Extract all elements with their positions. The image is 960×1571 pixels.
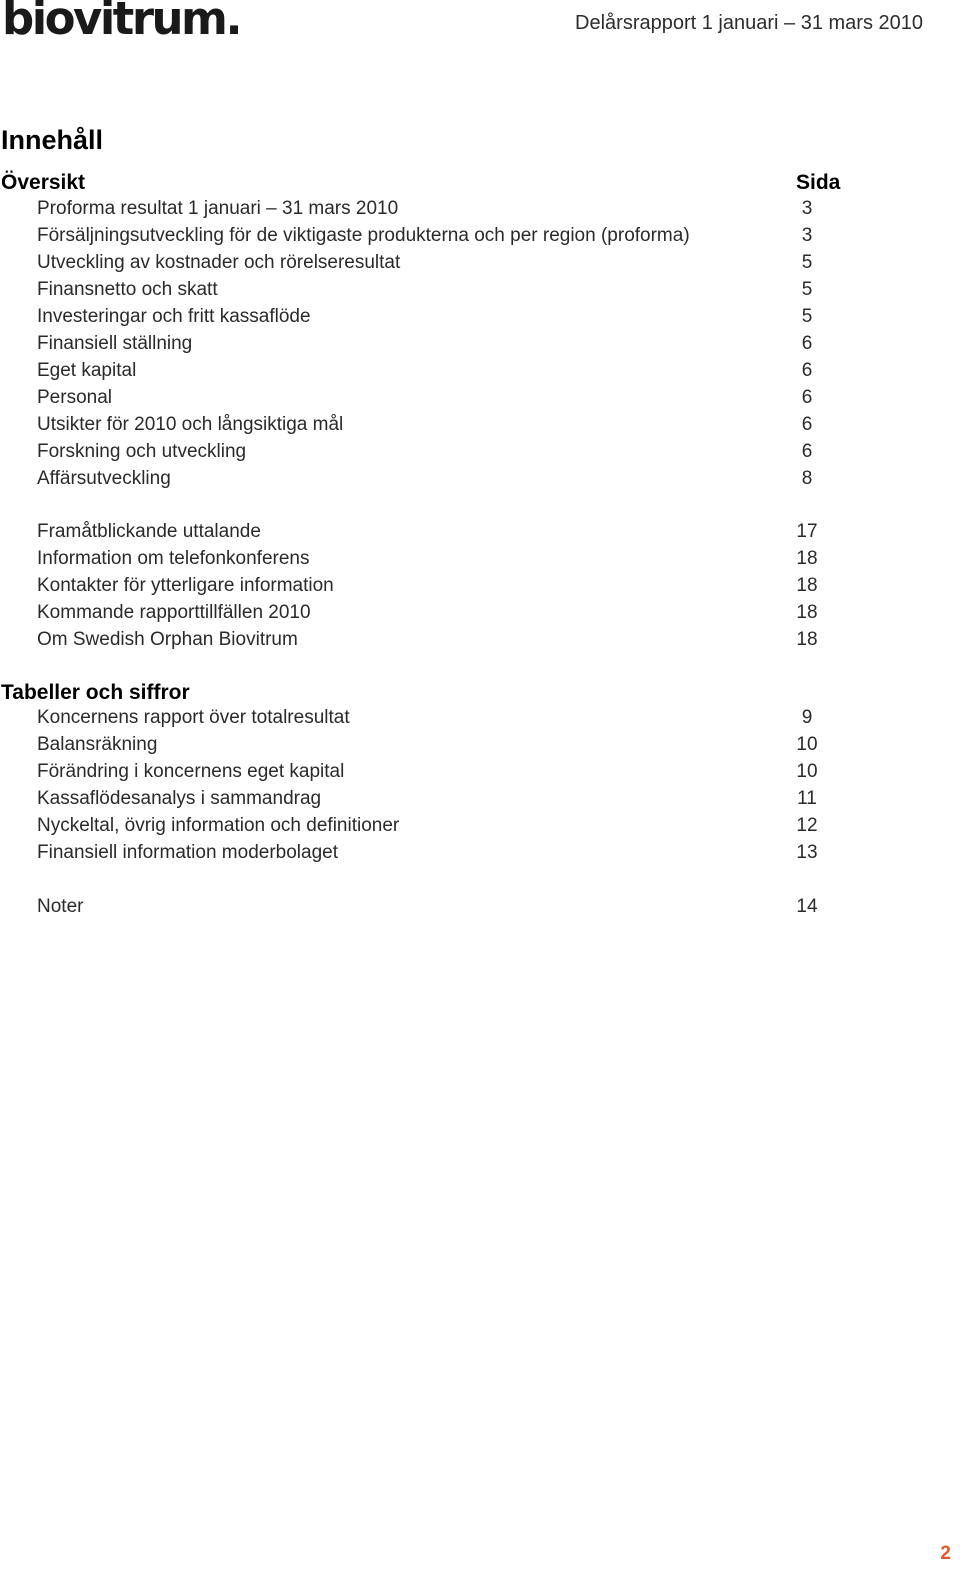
overview-heading: Översikt bbox=[1, 171, 86, 194]
biovitrum-logo: biovitrum. bbox=[2, 0, 241, 45]
toc-item-page: 10 bbox=[796, 734, 818, 755]
toc-item-page: 6 bbox=[801, 441, 813, 462]
toc-item-label: Om Swedish Orphan Biovitrum bbox=[37, 629, 298, 650]
toc-item-label: Forskning och utveckling bbox=[37, 441, 247, 462]
toc-item-label: Utsikter för 2010 och långsiktiga mål bbox=[37, 414, 344, 435]
toc-item[interactable] bbox=[37, 603, 837, 630]
toc-item-page: 13 bbox=[796, 842, 818, 863]
page-title: Innehåll bbox=[1, 125, 104, 155]
page-number: 2 bbox=[940, 1543, 951, 1564]
toc-item-notes[interactable] bbox=[37, 897, 837, 924]
toc-item-label: Kassaflödesanalys i sammandrag bbox=[37, 788, 322, 809]
toc-item-label: Finansiell ställning bbox=[37, 333, 193, 354]
toc-item[interactable] bbox=[37, 843, 837, 870]
toc-item-label: Information om telefonkonferens bbox=[37, 548, 310, 569]
toc-item-page: 6 bbox=[801, 387, 813, 408]
toc-item-page: 11 bbox=[797, 788, 817, 809]
toc-item-label: Investeringar och fritt kassaflöde bbox=[37, 306, 311, 327]
toc-item-label: Noter bbox=[37, 896, 84, 917]
toc-item[interactable] bbox=[37, 280, 837, 307]
toc-item-page: 6 bbox=[801, 414, 813, 435]
toc-item-page: 5 bbox=[801, 252, 813, 273]
toc-item[interactable] bbox=[37, 442, 837, 469]
toc-item[interactable] bbox=[37, 361, 837, 388]
report-title: Delårsrapport 1 januari – 31 mars 2010 bbox=[575, 12, 923, 34]
toc-item-page: 5 bbox=[801, 279, 813, 300]
toc-item[interactable] bbox=[37, 816, 837, 843]
toc-item-page: 6 bbox=[801, 333, 813, 354]
toc-item[interactable] bbox=[37, 708, 837, 735]
toc-item-page: 10 bbox=[796, 761, 818, 782]
toc-item[interactable] bbox=[37, 253, 837, 280]
toc-item-page: 8 bbox=[801, 468, 813, 489]
toc-item-page: 14 bbox=[796, 896, 818, 917]
toc-item-page: 17 bbox=[796, 521, 818, 542]
toc-item-label: Kontakter för ytterligare information bbox=[37, 575, 334, 596]
toc-item[interactable] bbox=[37, 522, 837, 549]
toc-item-page: 9 bbox=[801, 707, 813, 728]
toc-item[interactable] bbox=[37, 576, 837, 603]
toc-item-label: Koncernens rapport över totalresultat bbox=[37, 707, 350, 728]
page-column-heading: Sida bbox=[796, 171, 841, 194]
toc-item[interactable] bbox=[37, 630, 837, 657]
toc-item-label: Förändring i koncernens eget kapital bbox=[37, 761, 345, 782]
toc-item-page: 18 bbox=[796, 629, 818, 650]
toc-item-label: Försäljningsutveckling för de viktigaste produkterna och per region (proforma) bbox=[37, 225, 690, 246]
toc-item[interactable] bbox=[37, 469, 837, 496]
toc-item[interactable] bbox=[37, 226, 837, 253]
toc-item-label: Affärsutveckling bbox=[37, 468, 171, 489]
toc-item-label: Nyckeltal, övrig information och definitioner bbox=[37, 815, 400, 836]
tables-heading: Tabeller och siffror bbox=[1, 681, 190, 704]
toc-item-label: Kommande rapporttillfällen 2010 bbox=[37, 602, 311, 623]
toc-item[interactable] bbox=[37, 789, 837, 816]
toc-item[interactable] bbox=[37, 735, 837, 762]
toc-item[interactable] bbox=[37, 388, 837, 415]
toc-item-label: Utveckling av kostnader och rörelseresultat bbox=[37, 252, 401, 273]
toc-item-page: 12 bbox=[796, 815, 818, 836]
toc-item[interactable] bbox=[37, 334, 837, 361]
toc-item-label: Framåtblickande uttalande bbox=[37, 521, 261, 542]
toc-item-page: 18 bbox=[796, 575, 818, 596]
toc-item-label: Balansräkning bbox=[37, 734, 158, 755]
toc-item-page: 5 bbox=[801, 306, 813, 327]
toc-item-label: Finansiell information moderbolaget bbox=[37, 842, 338, 863]
toc-item-label: Eget kapital bbox=[37, 360, 137, 381]
toc-item[interactable] bbox=[37, 415, 837, 442]
toc-item-page: 6 bbox=[801, 360, 813, 381]
toc-item-page: 3 bbox=[801, 198, 813, 219]
toc-item[interactable] bbox=[37, 549, 837, 576]
toc-item-label: Proforma resultat 1 januari – 31 mars 2010 bbox=[37, 198, 399, 219]
toc-item[interactable] bbox=[37, 199, 837, 226]
toc-item[interactable] bbox=[37, 307, 837, 334]
toc-item-page: 3 bbox=[801, 225, 813, 246]
toc-item-page: 18 bbox=[796, 548, 818, 569]
toc-item-label: Personal bbox=[37, 387, 112, 408]
toc-item-page: 18 bbox=[796, 602, 818, 623]
toc-item[interactable] bbox=[37, 762, 837, 789]
toc-item-label: Finansnetto och skatt bbox=[37, 279, 218, 300]
